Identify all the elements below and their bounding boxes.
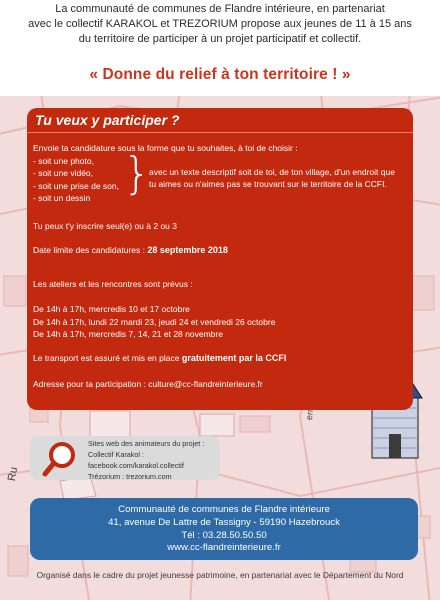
candidature-intro: Envoie ta candidature sous la forme que tu souhaites, à toi de choisir : (33, 143, 298, 153)
deadline-label: Date limite des candidatures : (33, 245, 148, 255)
brace-symbol: } (123, 148, 151, 199)
contact-address: 41, avenue De Lattre de Tassigny - 59190 Hazebrouck (108, 516, 340, 528)
slogan-title: « Donne du relief à ton territoire ! » (89, 66, 351, 83)
transport-bold: gratuitement par la CCFI (181, 353, 287, 363)
option-item: - soit un dessin (33, 193, 91, 204)
site-link-karakol[interactable]: Collectif Karakol : facebook.com/karakol.collectif (88, 450, 184, 470)
footer-note: Organisé dans le cadre du projet jeunesse patrimoine, en partenariat avec le Département du Nord (36, 570, 404, 580)
contact-panel (30, 498, 418, 560)
workshop-item: De 14h à 17h, lundi 22 mardi 23, jeudi 24 et vendredi 26 octobre (33, 316, 276, 327)
workshop-item: De 14h à 17h, mercredis 7, 14, 21 et 28 novembre (33, 329, 223, 340)
panel-title: Tu veux y participer ? (35, 112, 180, 128)
site-link-trezorium[interactable]: Trézorium : trezorium.com (88, 472, 172, 481)
option-list (33, 155, 119, 205)
option-description-line: tu aimes ou n'aimes pas se trouvant sur le territoire de la CCFI. (149, 179, 387, 190)
intro-line: du territoire de participer à un projet participatif et collectif. (78, 33, 362, 45)
option-description-line: avec un texte descriptif soit de toi, de ton village, d'un endroit que (149, 167, 395, 177)
option-item: - soit une prise de son, (33, 180, 119, 191)
option-description (149, 166, 411, 191)
transport-line (33, 352, 286, 364)
deadline-line (33, 244, 228, 256)
workshop-item: De 14h à 17h, mercredis 10 et 17 octobre (33, 304, 190, 314)
magnifier-icon (42, 440, 78, 478)
workshops-intro: Les ateliers et les rencontres sont prévus : (33, 279, 193, 289)
intro-line: La communauté de communes de Flandre intérieure, en partenariat (55, 3, 385, 15)
inscription-text: Tu peux t'y inscrire seul(e) ou à 2 ou 3 (33, 221, 177, 231)
contact-website[interactable]: www.cc-flandreinterieure.fr (167, 542, 281, 554)
intro-paragraph (20, 2, 420, 47)
workshops-list (33, 303, 275, 341)
address-line: Adresse pour ta participation : culture@cc-flandreinterieure.fr (33, 379, 263, 389)
sites-text (88, 438, 220, 482)
option-item: - soit une photo, (33, 156, 94, 166)
intro-line: avec le collectif KARAKOL et TREZORIUM propose aux jeunes de 11 à 15 ans (28, 18, 412, 30)
transport-text: Le transport est assuré et mis en place (33, 353, 182, 363)
sites-box (30, 436, 220, 480)
map-street-label: Ru (5, 466, 21, 482)
panel-divider (27, 132, 413, 133)
contact-name: Communauté de communes de Flandre intérieure (118, 504, 330, 515)
contact-phone: Tél : 03.28.50.50.50 (181, 529, 267, 541)
sites-title: Sites web des animateurs du projet : (88, 439, 205, 448)
deadline-value: 28 septembre 2018 (147, 245, 228, 255)
option-item: - soit une vidéo, (33, 168, 94, 179)
participation-panel (27, 108, 413, 410)
